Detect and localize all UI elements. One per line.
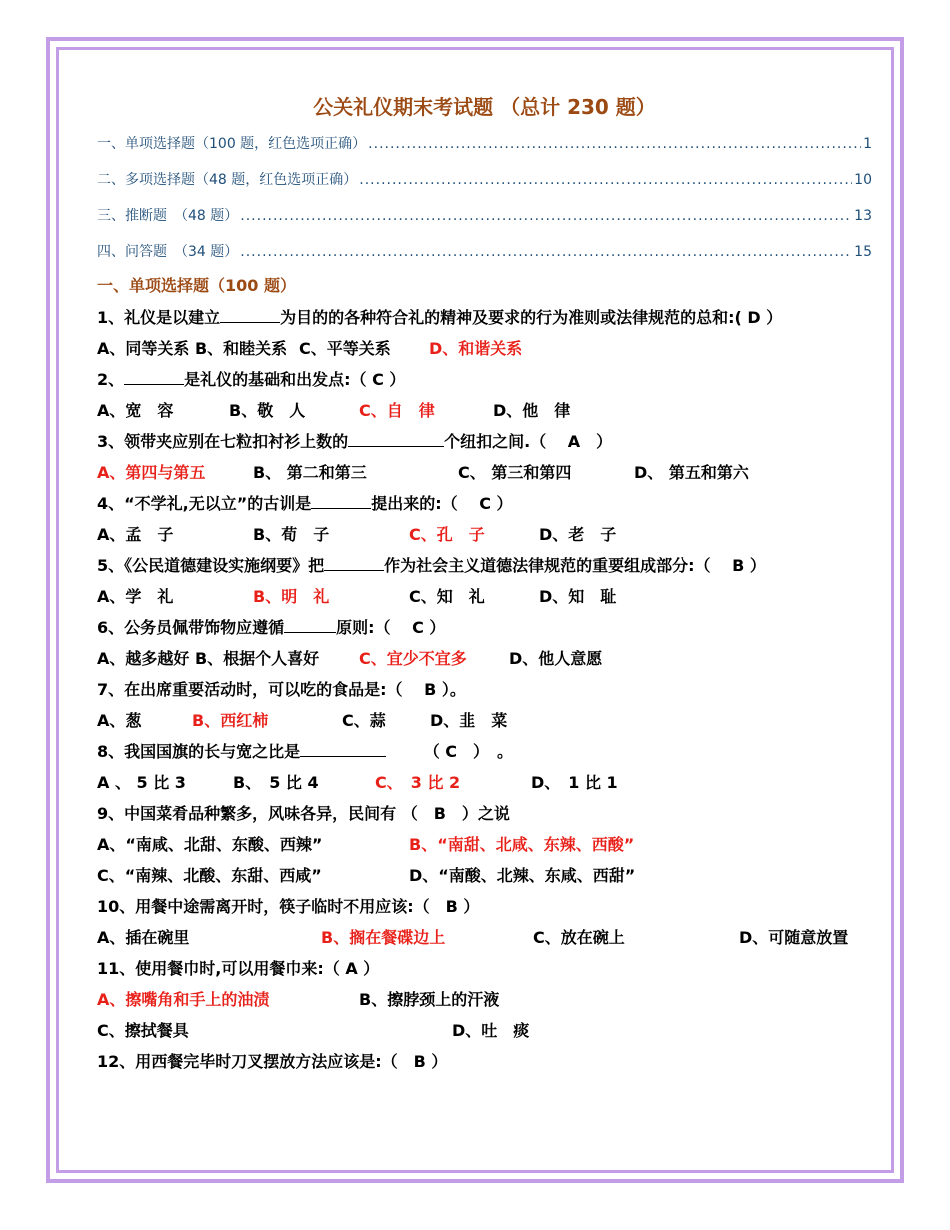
options-6 <box>97 643 872 674</box>
toc-entry[interactable] <box>97 234 872 270</box>
option: A、孟 子 <box>97 525 174 544</box>
option: A、同等关系 B、和睦关系 <box>97 339 288 358</box>
question-7: 7、在出席重要活动时，可以吃的食品是:（ B ）。 <box>97 680 466 699</box>
option: D、他人意愿 <box>509 649 603 668</box>
option: D、 第五和第六 <box>634 463 749 482</box>
option: A、“南咸、北甜、东酸、西辣” <box>97 835 323 854</box>
option: C、放在碗上 <box>533 928 625 947</box>
options-9a <box>97 829 872 860</box>
option: D、吐 痰 <box>452 1021 530 1040</box>
question-5: 5、《公民道德建设实施纲要》把 作为社会主义道德法律规范的重要组成部分:（ B ） <box>97 550 872 581</box>
question-8: 8、我国国旗的长与宽之比是 （ C ） 。 <box>97 736 872 767</box>
options-7 <box>97 705 872 736</box>
answer-blank <box>220 304 280 323</box>
option: C、平等关系 <box>299 339 391 358</box>
question-6: 6、公务员佩带饰物应遵循 原则:（ C ） <box>97 612 872 643</box>
toc-page: 13 <box>854 208 872 224</box>
option: B、荀 子 <box>253 525 330 544</box>
option: A、越多越好 B、根据个人喜好 <box>97 649 320 668</box>
option: A、学 礼 <box>97 587 174 606</box>
option: D、他 律 <box>493 401 571 420</box>
option: B、 第二和第三 <box>253 463 367 482</box>
option-correct: B、搁在餐碟边上 <box>321 928 446 947</box>
option-correct: A、第四与第五 <box>97 463 206 482</box>
page-title: 公关礼仪期末考试题 （总计 230 题） <box>313 95 656 119</box>
toc-page: 1 <box>863 136 872 152</box>
options-9b <box>97 860 872 891</box>
answer-blank <box>300 738 386 757</box>
option-correct: D、和谐关系 <box>429 339 523 358</box>
options-5 <box>97 581 872 612</box>
option: A 、 5 比 3 <box>97 773 186 792</box>
section-heading: 一、单项选择题（100 题） <box>97 276 296 295</box>
question-3: 3、领带夹应别在七粒扣衬衫上数的 个纽扣之间.（ A ） <box>97 426 872 457</box>
toc-page: 10 <box>854 172 872 188</box>
answer-blank <box>324 552 384 571</box>
option: A、插在碗里 <box>97 928 190 947</box>
answer-blank <box>348 428 444 447</box>
options-10 <box>97 922 872 953</box>
option: B、擦脖颈上的汗液 <box>359 990 500 1009</box>
option: C、知 礼 <box>409 587 485 606</box>
option: C、 第三和第四 <box>458 463 572 482</box>
toc-label: 三、推断题 （48 题） <box>97 208 239 224</box>
question-2: 2、 是礼仪的基础和出发点:（ C ） <box>97 364 872 395</box>
toc-label: 二、多项选择题（48 题，红色选项正确） <box>97 172 358 188</box>
toc-page: 15 <box>854 244 872 260</box>
toc-entry[interactable] <box>97 162 872 198</box>
option: C、擦拭餐具 <box>97 1021 189 1040</box>
option: C、蒜 <box>342 711 386 730</box>
options-3 <box>97 457 872 488</box>
answer-blank <box>311 490 371 509</box>
answer-blank <box>284 614 336 633</box>
question-1: 1、礼仪是以建立 为目的的各种符合礼的精神及要求的行为准则或法律规范的总和:( D ） <box>97 302 872 333</box>
option-correct: C、 3 比 2 <box>375 773 461 792</box>
option: D、可随意放置 <box>739 928 849 947</box>
option: A、宽 容 <box>97 401 174 420</box>
options-1 <box>97 333 872 364</box>
option-correct: A、擦嘴角和手上的油渍 <box>97 990 270 1009</box>
option: C、“南辣、北酸、东甜、西咸” <box>97 866 322 885</box>
option-correct: B、西红柿 <box>192 711 269 730</box>
option: D、韭 菜 <box>430 711 508 730</box>
options-4 <box>97 519 872 550</box>
option-correct: C、自 律 <box>359 401 435 420</box>
option: D、知 耻 <box>539 587 617 606</box>
option: D、“南酸、北辣、东咸、西甜” <box>409 866 636 885</box>
option: B、敬 人 <box>229 401 306 420</box>
question-11: 11、使用餐巾时,可以用餐巾来:（ A ） <box>97 959 380 978</box>
option: A、葱 <box>97 711 142 730</box>
option: B、 5 比 4 <box>233 773 319 792</box>
question-4: 4、“不学礼,无以立”的古训是 提出来的:（ C ） <box>97 488 872 519</box>
question-12: 12、用西餐完毕时刀叉摆放方法应该是:（ B ） <box>97 1052 448 1071</box>
question-10: 10、用餐中途需离开时，筷子临时不用应该:（ B ） <box>97 897 480 916</box>
toc-entry[interactable] <box>97 198 872 234</box>
answer-blank <box>124 366 184 385</box>
toc-entry[interactable] <box>97 126 872 162</box>
option-correct: B、明 礼 <box>253 587 330 606</box>
toc-label: 一、单项选择题（100 题，红色选项正确） <box>97 136 367 152</box>
option-correct: B、“南甜、北咸、东辣、西酸” <box>409 835 635 854</box>
options-2 <box>97 395 872 426</box>
document-body <box>97 90 872 1077</box>
options-8 <box>97 767 872 798</box>
question-9: 9、中国菜肴品种繁多，风味各异，民间有 （ B ）之说 <box>97 804 510 823</box>
option: D、 1 比 1 <box>531 773 618 792</box>
option-correct: C、宜少不宜多 <box>359 649 467 668</box>
options-11a <box>97 984 872 1015</box>
toc-label: 四、问答题 （34 题） <box>97 244 239 260</box>
option-correct: C、孔 子 <box>409 525 485 544</box>
table-of-contents <box>97 126 872 270</box>
option: D、老 子 <box>539 525 617 544</box>
options-11b <box>97 1015 872 1046</box>
